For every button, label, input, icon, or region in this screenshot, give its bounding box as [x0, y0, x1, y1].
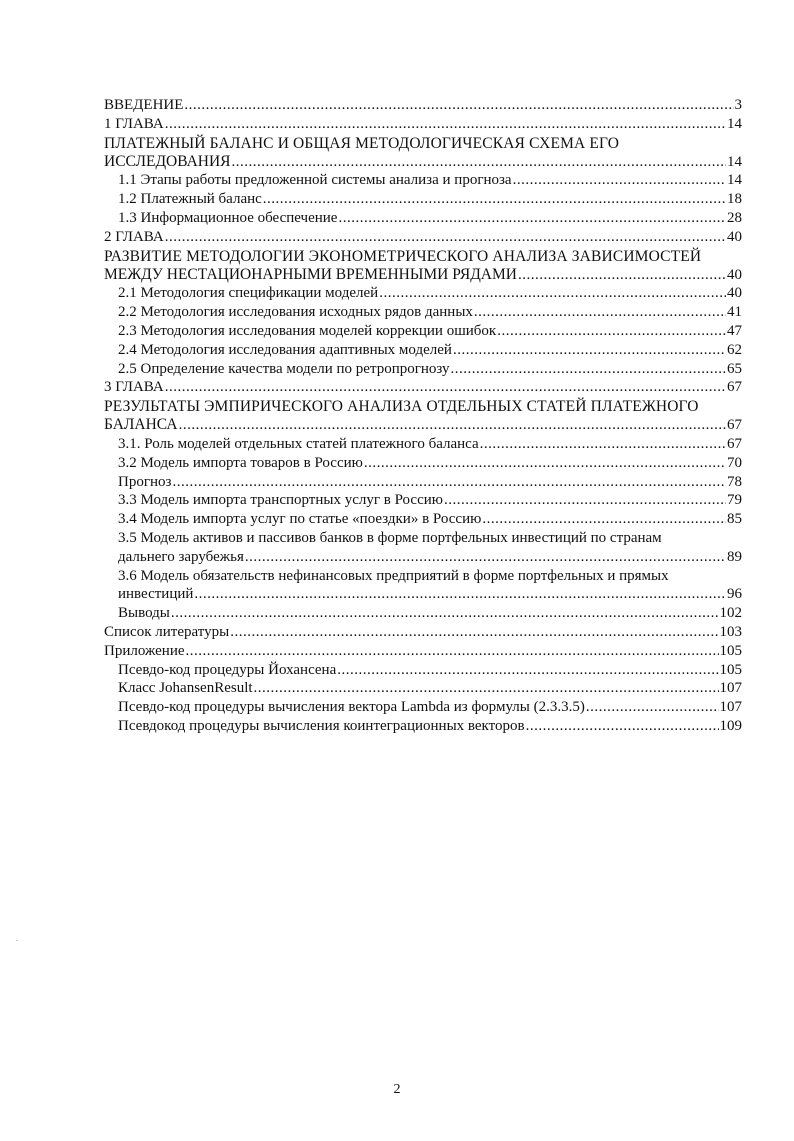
toc-entry-page: 96 [727, 586, 742, 603]
toc-entry-title: дальнего зарубежья [118, 548, 244, 565]
toc-entry-page: 107 [719, 699, 742, 716]
toc-entry-title: 2.3 Методология исследования моделей коррекции ошибок [118, 322, 497, 339]
toc-entry[interactable] [104, 322, 742, 341]
dot-leader [453, 341, 726, 360]
toc-entry-page: 40 [727, 285, 742, 302]
page-number: 2 [393, 1082, 401, 1097]
dot-leader [364, 454, 726, 473]
toc-entry-title: 1.2 Платежный баланс [118, 191, 262, 208]
toc-entry-page: 105 [719, 642, 742, 659]
toc-entry-title: 2 ГЛАВА [104, 228, 164, 245]
dot-leader [482, 510, 726, 529]
toc-entry-title: 3.3 Модель импорта транспортных услуг в Россию [118, 492, 443, 509]
toc-entry-title: 2.1 Методология спецификации моделей [118, 285, 379, 302]
toc-entry[interactable] [104, 510, 742, 529]
dot-leader [194, 585, 726, 604]
dot-leader [518, 266, 726, 285]
toc-entry-title: Прогноз [118, 473, 172, 490]
dot-leader [480, 435, 726, 454]
toc-entry-page: 107 [719, 680, 742, 697]
toc-entry-page: 78 [727, 473, 742, 490]
toc-entry-page: 41 [727, 304, 742, 321]
toc-entry-title-line[interactable]: 3.5 Модель активов и пассивов банков в форме портфельных инвестиций по странам [118, 529, 662, 546]
toc-entry[interactable] [104, 679, 742, 698]
toc-entry-title: 1.3 Информационное обеспечение [118, 209, 338, 226]
toc-entry-page: 62 [727, 341, 742, 358]
toc-entry-page: 102 [719, 605, 742, 622]
toc-entry[interactable] [104, 473, 742, 492]
toc-entry-page: 40 [727, 228, 742, 245]
toc-entry[interactable] [104, 266, 742, 285]
dot-leader [179, 416, 726, 435]
toc-entry[interactable] [104, 190, 742, 209]
toc-entry[interactable] [104, 604, 742, 623]
toc-entry-page: 14 [727, 172, 742, 189]
toc-entry[interactable] [104, 416, 742, 435]
toc-entry[interactable] [104, 548, 742, 567]
table-of-contents [104, 96, 742, 736]
dot-leader [444, 491, 726, 510]
toc-entry[interactable] [104, 717, 742, 736]
toc-entry-page: 67 [727, 435, 742, 452]
dot-leader [451, 360, 726, 379]
dot-leader [230, 623, 718, 642]
toc-chapter-heading[interactable]: ПЛАТЕЖНЫЙ БАЛАНС И ОБЩАЯ МЕТОДОЛОГИЧЕСКАЯ СХЕМА ЕГО [104, 134, 620, 152]
toc-entry-title: Выводы [118, 605, 170, 622]
toc-entry-page: 28 [727, 209, 742, 226]
toc-entry-title: 3.1. Роль моделей отдельных статей платежного баланса [118, 435, 479, 452]
dot-leader [337, 661, 718, 680]
dot-leader [165, 228, 726, 247]
toc-entry[interactable] [104, 378, 742, 397]
dot-leader [245, 548, 726, 567]
toc-entry-title: Псевдо-код процедуры вычисления вектора Lambda из формулы (2.3.3.5) [118, 699, 585, 716]
dot-leader [379, 284, 726, 303]
toc-entry[interactable] [104, 435, 742, 454]
toc-entry-title: 2.2 Методология исследования исходных рядов данных [118, 304, 473, 321]
toc-entry-title: Список литературы [104, 623, 230, 640]
toc-entry-page: 67 [727, 417, 742, 434]
toc-entry[interactable] [104, 341, 742, 360]
toc-entry[interactable] [104, 642, 742, 661]
toc-entry-page: 47 [727, 322, 742, 339]
toc-entry[interactable] [104, 153, 742, 172]
toc-entry-page: 40 [727, 266, 742, 283]
toc-entry-page: 85 [727, 511, 742, 528]
dot-leader [165, 378, 726, 397]
toc-entry-title: 3.4 Модель импорта услуг по статье «поездки» в Россию [118, 511, 482, 528]
toc-entry-page: 14 [727, 115, 742, 132]
toc-entry-title: 2.4 Методология исследования адаптивных моделей [118, 341, 452, 358]
toc-entry-title: БАЛАНСА [104, 416, 178, 434]
dot-leader [254, 679, 719, 698]
toc-entry-page: 18 [727, 191, 742, 208]
toc-entry-title: инвестиций [118, 586, 194, 603]
toc-chapter-heading[interactable]: РЕЗУЛЬТАТЫ ЭМПИРИЧЕСКОГО АНАЛИЗА ОТДЕЛЬНЫХ СТАТЕЙ ПЛАТЕЖНОГО [104, 398, 699, 416]
toc-entry[interactable] [104, 585, 742, 604]
dot-leader [586, 698, 719, 717]
toc-entry[interactable] [104, 284, 742, 303]
toc-entry-title: Класс JohansenResult [118, 680, 253, 697]
toc-entry-page: 109 [719, 717, 742, 734]
toc-entry[interactable] [104, 115, 742, 134]
dot-leader [497, 322, 726, 341]
toc-entry-title: 3.2 Модель импорта товаров в Россию [118, 454, 363, 471]
dot-leader [526, 717, 719, 736]
toc-entry[interactable] [104, 96, 742, 115]
toc-entry-title: 1.1 Этапы работы предложенной системы анализа и прогноза [118, 172, 512, 189]
toc-entry-title: 1 ГЛАВА [104, 115, 164, 132]
dot-leader [263, 190, 726, 209]
dot-leader [513, 171, 726, 190]
toc-entry-page: 14 [727, 153, 742, 170]
toc-entry-page: 103 [719, 623, 742, 640]
toc-chapter-heading[interactable]: РАЗВИТИЕ МЕТОДОЛОГИИ ЭКОНОМЕТРИЧЕСКОГО АНАЛИЗА ЗАВИСИМОСТЕЙ [104, 247, 702, 265]
dot-leader [338, 209, 726, 228]
toc-entry-title-line[interactable]: 3.6 Модель обязательств нефинансовых предприятий в форме портфельных и прямых [118, 567, 669, 584]
toc-entry-title: Псевдокод процедуры вычисления коинтеграционных векторов [118, 717, 525, 734]
toc-entry-title: ИССЛЕДОВАНИЯ [104, 152, 231, 170]
toc-entry-title: 2.5 Определение качества модели по ретропрогнозу [118, 360, 450, 377]
toc-entry-page: 70 [727, 454, 742, 471]
toc-entry[interactable] [104, 209, 742, 228]
toc-entry[interactable] [104, 661, 742, 680]
toc-entry-page: 105 [719, 661, 742, 678]
toc-entry[interactable] [104, 491, 742, 510]
toc-entry[interactable] [104, 360, 742, 379]
dot-leader [232, 153, 726, 172]
toc-entry-page: 65 [727, 360, 742, 377]
toc-entry-page: 3 [734, 97, 742, 113]
toc-entry-page: 67 [727, 379, 742, 396]
toc-entry[interactable] [104, 228, 742, 247]
toc-entry[interactable] [104, 698, 742, 717]
dot-leader [184, 96, 733, 115]
toc-entry-title: Псевдо-код процедуры Йохансена [118, 661, 337, 678]
toc-entry[interactable] [104, 171, 742, 190]
toc-entry-page: 79 [727, 492, 742, 509]
dot-leader [186, 642, 719, 661]
toc-entry[interactable] [104, 454, 742, 473]
toc-entry[interactable] [104, 303, 742, 322]
toc-entry-title: МЕЖДУ НЕСТАЦИОНАРНЫМИ ВРЕМЕННЫМИ РЯДАМИ [104, 265, 517, 283]
toc-entry-title: Приложение [104, 642, 185, 659]
dot-leader [172, 473, 726, 492]
toc-entry[interactable] [104, 623, 742, 642]
dot-leader [474, 303, 726, 322]
toc-entry-page: 89 [727, 548, 742, 565]
toc-entry-title: ВВЕДЕНИЕ [104, 97, 184, 113]
toc-entry-title: 3 ГЛАВА [104, 379, 164, 396]
dot-leader [165, 115, 726, 134]
dot-leader [171, 604, 719, 623]
scan-speck [16, 940, 18, 941]
